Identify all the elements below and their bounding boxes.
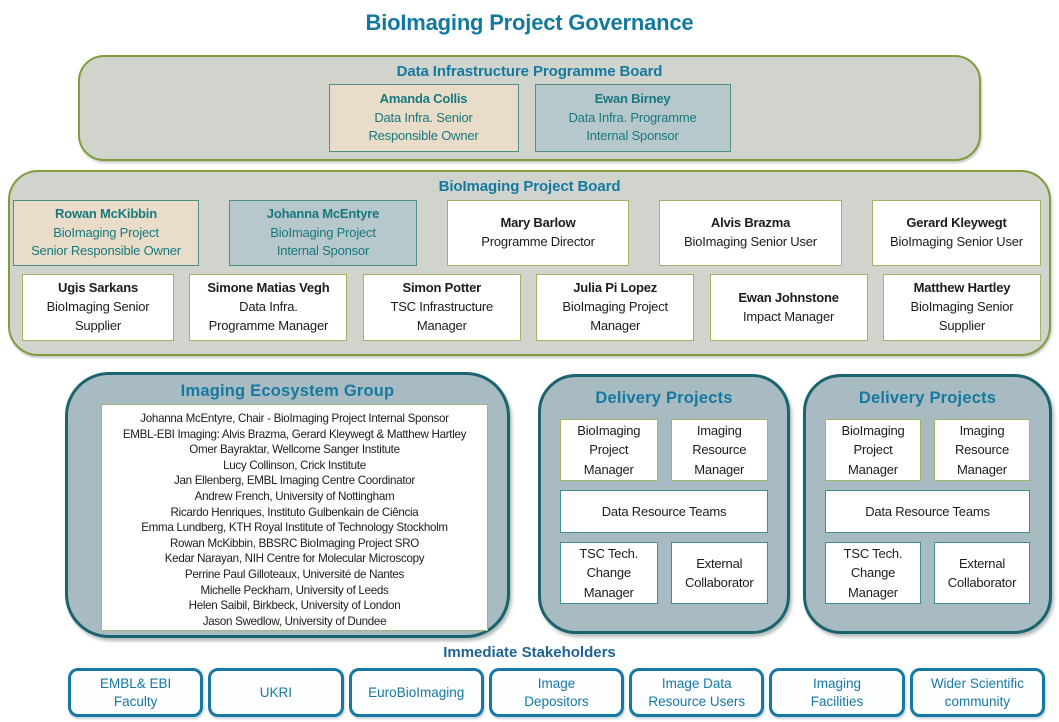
project-board-row-1 bbox=[13, 200, 1041, 266]
imaging-ecosystem-group-title: Imaging Ecosystem Group bbox=[180, 382, 395, 400]
role-box-bioimaging-project-manager: BioImaging Project Manager bbox=[825, 419, 921, 481]
member-role-line: BioImaging Project bbox=[270, 224, 376, 240]
stakeholder-image-data-resource-users bbox=[629, 668, 764, 717]
role-box-data-resource-teams: Data Resource Teams bbox=[560, 490, 768, 533]
ecosystem-member: Michelle Peckham, University of Leeds bbox=[200, 583, 389, 597]
member-name: Matthew Hartley bbox=[913, 280, 1011, 296]
stakeholder-image-depositors bbox=[489, 668, 624, 717]
delivery-top-row bbox=[825, 419, 1030, 481]
member-role-line: Manager bbox=[416, 317, 467, 333]
data-infrastructure-board-members bbox=[80, 84, 979, 152]
member-name: Rowan McKibbin bbox=[55, 205, 157, 221]
member-card-johanna-mcentyre bbox=[229, 200, 417, 266]
role-box-imaging-resource-manager: Imaging Resource Manager bbox=[671, 419, 769, 481]
delivery-top-row bbox=[560, 419, 768, 481]
role-box-tsc-tech-change-manager: TSC Tech. Change Manager bbox=[825, 542, 921, 604]
project-board-title: BioImaging Project Board bbox=[438, 178, 621, 195]
member-role-line: BioImaging Project bbox=[562, 299, 668, 315]
member-card-julia-pi-lopez bbox=[536, 274, 694, 341]
ecosystem-member: Rowan McKibbin, BBSRC BioImaging Project SRO bbox=[169, 536, 420, 550]
stakeholder-label-line: Facilities bbox=[810, 693, 864, 709]
role-box-data-resource-teams: Data Resource Teams bbox=[825, 490, 1030, 533]
delivery-projects-title: Delivery Projects bbox=[595, 389, 733, 407]
member-role-line: Responsible Owner bbox=[368, 128, 479, 144]
ecosystem-member: Omer Bayraktar, Wellcome Sanger Institute bbox=[189, 443, 400, 457]
member-name: Ewan Birney bbox=[594, 90, 671, 106]
member-card-ewan-birney bbox=[535, 84, 731, 152]
stakeholder-label-line: Imaging bbox=[813, 675, 862, 691]
member-name: Simone Matias Vegh bbox=[207, 280, 330, 296]
stakeholder-label-line: EMBL& EBI bbox=[100, 675, 172, 691]
member-card-simon-potter bbox=[363, 274, 521, 341]
member-role-line: Programme Manager bbox=[208, 317, 329, 333]
role-box-external-collaborator: External Collaborator bbox=[671, 542, 769, 604]
delivery-projects-panel-2 bbox=[803, 374, 1052, 634]
delivery-bottom-row bbox=[560, 542, 768, 604]
stakeholder-wider-scientific-community bbox=[910, 668, 1045, 717]
member-role-line: Impact Manager bbox=[742, 308, 835, 324]
stakeholder-eurobioimaging bbox=[349, 668, 484, 717]
role-box-external-collaborator: External Collaborator bbox=[934, 542, 1030, 604]
project-board-panel bbox=[8, 170, 1051, 356]
stakeholder-label-line: Depositors bbox=[524, 693, 589, 709]
stakeholder-label-line: Image Data bbox=[661, 675, 732, 691]
ecosystem-member: Helen Saibil, Birkbeck, University of London bbox=[188, 599, 401, 613]
stakeholder-label-line: EuroBioImaging bbox=[368, 684, 465, 700]
ecosystem-member-list bbox=[101, 404, 488, 631]
project-board-row-2 bbox=[22, 274, 1041, 341]
delivery-bottom-row bbox=[825, 542, 1030, 604]
page-title: BioImaging Project Governance bbox=[365, 10, 694, 35]
member-role-line: BioImaging Senior bbox=[910, 299, 1014, 315]
stakeholder-ukri bbox=[208, 668, 343, 717]
stakeholders-row bbox=[68, 668, 1045, 717]
delivery-projects-panel-1 bbox=[538, 374, 790, 634]
member-card-simone-matias-vegh bbox=[189, 274, 347, 341]
member-name: Amanda Collis bbox=[379, 90, 468, 106]
stakeholder-embl-ebi-faculty bbox=[68, 668, 203, 717]
member-role-line: BioImaging Senior User bbox=[890, 234, 1023, 249]
member-name: Gerard Kleywegt bbox=[906, 215, 1007, 231]
ecosystem-member: Perrine Paul Gilloteaux, Université de Nantes bbox=[184, 567, 405, 581]
member-card-gerard-kleywegt bbox=[872, 200, 1041, 266]
stakeholder-imaging-facilities bbox=[769, 668, 904, 717]
ecosystem-member: Lucy Collinson, Crick Institute bbox=[223, 458, 366, 472]
role-box-imaging-resource-manager: Imaging Resource Manager bbox=[934, 419, 1030, 481]
member-role-line: Programme Director bbox=[481, 234, 595, 249]
stakeholder-label-line: community bbox=[944, 693, 1010, 709]
member-name: Julia Pi Lopez bbox=[573, 280, 658, 296]
member-role-line: Data Infra. Senior bbox=[374, 109, 473, 125]
stakeholder-label-line: Wider Scientific bbox=[930, 675, 1024, 691]
member-name: Ewan Johnstone bbox=[738, 289, 839, 305]
member-name: Simon Potter bbox=[402, 280, 482, 296]
stakeholder-label-line: Image bbox=[537, 675, 576, 691]
member-name: Alvis Brazma bbox=[710, 215, 791, 231]
role-box-tsc-tech-change-manager: TSC Tech. Change Manager bbox=[560, 542, 658, 604]
ecosystem-member: Jason Swedlow, University of Dundee bbox=[202, 614, 387, 628]
member-role-line: Supplier bbox=[74, 317, 122, 333]
member-role-line: TSC Infrastructure bbox=[390, 299, 494, 315]
member-role-line: BioImaging Project bbox=[53, 224, 159, 240]
member-role-line: Internal Sponsor bbox=[586, 128, 679, 144]
member-card-matthew-hartley bbox=[883, 274, 1041, 341]
member-name: Ugis Sarkans bbox=[58, 280, 138, 296]
member-name: Johanna McEntyre bbox=[266, 205, 380, 221]
member-card-alvis-brazma bbox=[659, 200, 842, 266]
ecosystem-member: Johanna McEntyre, Chair - BioImaging Project Internal Sponsor bbox=[140, 412, 449, 425]
immediate-stakeholders-label: Immediate Stakeholders bbox=[443, 644, 616, 661]
role-box-bioimaging-project-manager: BioImaging Project Manager bbox=[560, 419, 658, 481]
member-role-line: Manager bbox=[590, 317, 641, 333]
member-card-rowan-mckibbin bbox=[13, 200, 199, 266]
ecosystem-member: Kedar Narayan, NIH Centre for Molecular Microscopy bbox=[164, 552, 425, 566]
ecosystem-member: Ricardo Henriques, Instituto Gulbenkain de Ciência bbox=[170, 505, 419, 519]
imaging-ecosystem-group-panel bbox=[65, 372, 510, 638]
member-card-mary-barlow bbox=[447, 200, 629, 266]
member-card-ewan-johnstone bbox=[710, 274, 868, 341]
member-role-line: Data Infra. bbox=[239, 299, 298, 315]
stakeholder-label-line: UKRI bbox=[259, 684, 293, 700]
ecosystem-member: Andrew French, University of Nottingham bbox=[194, 489, 395, 503]
ecosystem-member: Jan Ellenberg, EMBL Imaging Centre Coordinator bbox=[174, 474, 415, 488]
member-role-line: BioImaging Senior User bbox=[684, 234, 817, 249]
delivery-projects-title: Delivery Projects bbox=[858, 389, 997, 407]
member-role-line: BioImaging Senior bbox=[46, 299, 150, 315]
data-infrastructure-board-title: Data Infrastructure Programme Board bbox=[396, 63, 663, 80]
member-role-line: Internal Sponsor bbox=[276, 243, 370, 259]
member-card-amanda-collis bbox=[329, 84, 519, 152]
member-role-line: Data Infra. Programme bbox=[568, 109, 697, 125]
stakeholder-label-line: Faculty bbox=[113, 693, 158, 709]
ecosystem-member: Emma Lundberg, KTH Royal Institute of Technology Stockholm bbox=[141, 521, 448, 535]
member-name: Mary Barlow bbox=[500, 215, 576, 231]
data-infrastructure-board-panel bbox=[78, 55, 981, 161]
member-role-line: Supplier bbox=[938, 317, 985, 333]
member-card-ugis-sarkans bbox=[22, 274, 174, 341]
member-role-line: Senior Responsible Owner bbox=[31, 243, 181, 259]
ecosystem-member: EMBL-EBI Imaging: Alvis Brazma, Gerard Kleywegt & Matthew Hartley bbox=[122, 427, 467, 441]
stakeholder-label-line: Resource Users bbox=[648, 693, 746, 709]
